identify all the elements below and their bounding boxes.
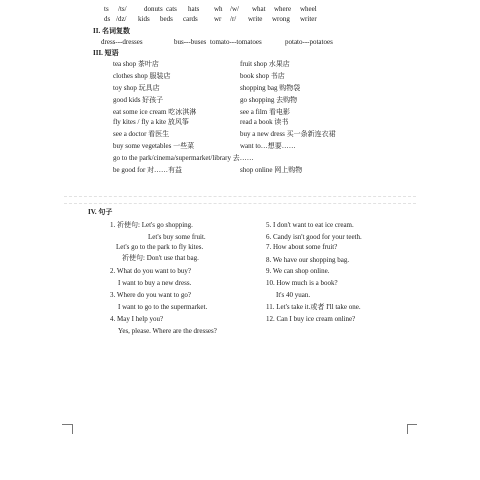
sentence-item: 1. 祈使句: Let's go shopping. xyxy=(110,221,193,229)
plural-item: bus---buses xyxy=(174,38,207,46)
phrase-item: fly kites / fly a kite 放风筝 xyxy=(113,118,189,126)
phrase-item: buy a new dress 买一条新连衣裙 xyxy=(240,130,336,138)
sentence-item: 9. We can shop online. xyxy=(266,267,330,275)
phonics-word: wrong xyxy=(272,15,290,23)
sentence-item: 3. Where do you want to go? xyxy=(110,291,191,299)
section-heading-plurals: II. 名词复数 xyxy=(93,27,130,35)
phrase-item: go to the park/cinema/supermarket/library 去…… xyxy=(113,154,254,162)
divider xyxy=(64,203,416,204)
phonics-word: what xyxy=(252,5,266,13)
divider xyxy=(64,196,416,197)
phonics-word: where xyxy=(274,5,292,13)
phonics-wh-sound: /w/ xyxy=(230,5,239,13)
phonics-ts-sound: /ts/ xyxy=(118,5,127,13)
sentence-item: 10. How much is a book? xyxy=(266,279,338,287)
phonics-wr: wr xyxy=(214,15,222,23)
phrase-item: shopping bag 购物袋 xyxy=(240,84,301,92)
phonics-word: beds xyxy=(160,15,173,23)
phrase-item: clothes shop 服装店 xyxy=(113,72,171,80)
phrase-item: be good for 对……有益 xyxy=(113,166,183,174)
phonics-word: hats xyxy=(188,5,200,13)
phrase-item: eat some ice cream 吃冰淇淋 xyxy=(113,108,197,116)
phrase-item: fruit shop 水果店 xyxy=(240,60,290,68)
phonics-word: kids xyxy=(138,15,150,23)
phrase-item: see a doctor 看医生 xyxy=(113,130,170,138)
phonics-ds-sound: /dz/ xyxy=(116,15,127,23)
sentence-item: I want to go to the supermarket. xyxy=(118,303,208,311)
section-heading-sentences: IV. 句子 xyxy=(88,208,113,216)
sentence-item: Let's go to the park to fly kites. xyxy=(116,243,204,251)
phrase-item: book shop 书店 xyxy=(240,72,285,80)
phonics-word: writer xyxy=(300,15,317,23)
phrase-item: tea shop 茶叶店 xyxy=(113,60,159,68)
plural-item: dress---dresses xyxy=(101,38,143,46)
phrase-item: see a film 看电影 xyxy=(240,108,290,116)
sentence-item: 7. How about some fruit? xyxy=(266,243,338,251)
phonics-word: write xyxy=(248,15,263,23)
sentence-item: 6. Candy isn't good for your teeth. xyxy=(266,233,362,241)
sentence-item: 11. Let's take it.或者 I'll take one. xyxy=(266,303,361,311)
phrase-item: read a book 读书 xyxy=(240,118,289,126)
phrase-item: shop online 网上购物 xyxy=(240,166,303,174)
phonics-ds: ds xyxy=(104,15,111,23)
phonics-word: donuts xyxy=(144,5,163,13)
sentence-item: It's 40 yuan. xyxy=(276,291,311,299)
phrase-item: go shopping 去购物 xyxy=(240,96,298,104)
phonics-word: cards xyxy=(183,15,198,23)
sentence-item: 5. I don't want to eat ice cream. xyxy=(266,221,354,229)
phrase-item: good kids 好孩子 xyxy=(113,96,164,104)
phonics-wr-sound: /r/ xyxy=(230,15,237,23)
phonics-ts: ts xyxy=(104,5,109,13)
phonics-word: wheel xyxy=(300,5,317,13)
phrase-item: want to…想要…… xyxy=(240,142,296,150)
sentence-item: 8. We have our shopping bag. xyxy=(266,256,350,264)
sentence-item: 2. What do you want to buy? xyxy=(110,267,191,275)
plural-item: potato---potatoes xyxy=(285,38,333,46)
section-heading-phrases: III. 短语 xyxy=(93,49,119,57)
phrase-item: buy some vegetables 一些菜 xyxy=(113,142,195,150)
sentence-item: Yes, please. Where are the dresses? xyxy=(118,327,217,335)
sentence-item: I want to buy a new dress. xyxy=(118,279,192,287)
sentence-item: Let's buy some fruit. xyxy=(148,233,206,241)
sentence-item: 祈使句: Don't use that bag. xyxy=(122,254,199,262)
plural-item: tomato---tomatoes xyxy=(210,38,262,46)
phonics-wh: wh xyxy=(214,5,223,13)
sentence-item: 4. May I help you? xyxy=(110,315,164,323)
phrase-item: toy shop 玩具店 xyxy=(113,84,160,92)
sentence-item: 12. Can I buy ice cream online? xyxy=(266,315,356,323)
phonics-word: cats xyxy=(166,5,177,13)
